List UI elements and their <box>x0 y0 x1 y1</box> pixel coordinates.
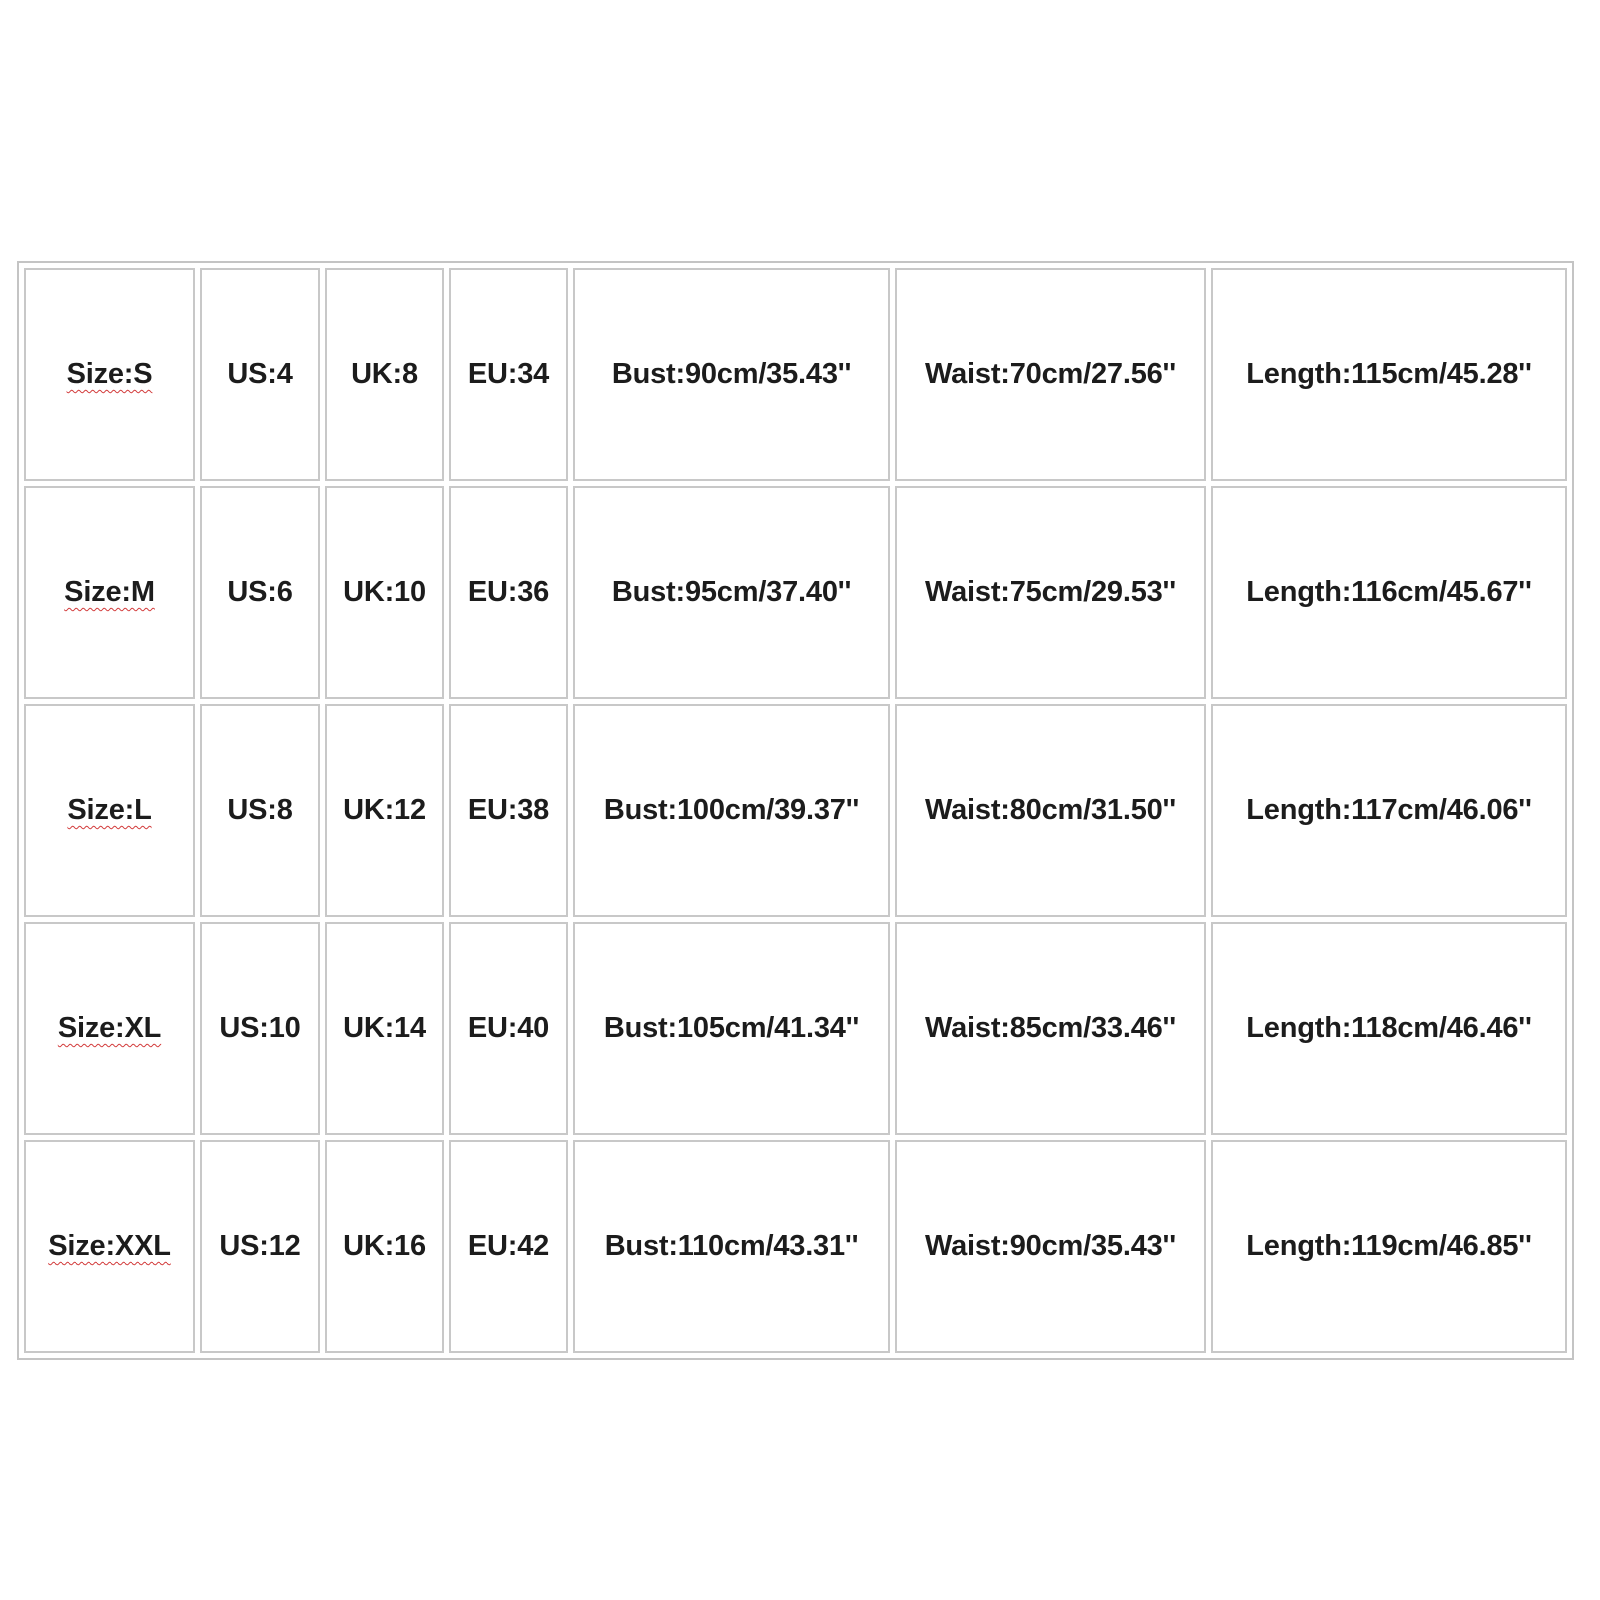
bust-cell: Bust:110cm/43.31'' <box>573 1140 890 1353</box>
uk-size-cell: UK:16 <box>325 1140 444 1353</box>
waist-cell: Waist:85cm/33.46'' <box>895 922 1206 1135</box>
length-cell: Length:115cm/45.28'' <box>1211 268 1567 481</box>
bust-cell: Bust:105cm/41.34'' <box>573 922 890 1135</box>
waist-cell: Waist:80cm/31.50'' <box>895 704 1206 917</box>
us-size-cell: US:10 <box>200 922 320 1135</box>
us-size-cell: US:4 <box>200 268 320 481</box>
length-cell: Length:116cm/45.67'' <box>1211 486 1567 699</box>
eu-size-cell: EU:40 <box>449 922 568 1135</box>
bust-cell: Bust:90cm/35.43'' <box>573 268 890 481</box>
us-size-cell: US:8 <box>200 704 320 917</box>
size-cell <box>24 704 195 917</box>
bust-cell: Bust:100cm/39.37'' <box>573 704 890 917</box>
table-row <box>24 922 1567 1135</box>
table-row <box>24 704 1567 917</box>
eu-size-cell: EU:38 <box>449 704 568 917</box>
uk-size-cell: UK:14 <box>325 922 444 1135</box>
uk-size-cell: UK:10 <box>325 486 444 699</box>
table-row <box>24 268 1567 481</box>
bust-cell: Bust:95cm/37.40'' <box>573 486 890 699</box>
table-row <box>24 1140 1567 1353</box>
table-row <box>24 486 1567 699</box>
size-label: Size:L <box>67 794 152 826</box>
size-cell <box>24 922 195 1135</box>
size-cell <box>24 268 195 481</box>
us-size-cell: US:6 <box>200 486 320 699</box>
size-chart-table <box>17 261 1574 1360</box>
us-size-cell: US:12 <box>200 1140 320 1353</box>
eu-size-cell: EU:36 <box>449 486 568 699</box>
eu-size-cell: EU:42 <box>449 1140 568 1353</box>
size-label: Size:S <box>66 358 153 390</box>
waist-cell: Waist:70cm/27.56'' <box>895 268 1206 481</box>
size-label: Size:M <box>64 576 155 608</box>
length-cell: Length:119cm/46.85'' <box>1211 1140 1567 1353</box>
size-label: Size:XL <box>57 1012 162 1044</box>
size-label: Size:XXL <box>48 1230 171 1262</box>
uk-size-cell: UK:8 <box>325 268 444 481</box>
waist-cell: Waist:90cm/35.43'' <box>895 1140 1206 1353</box>
size-cell <box>24 486 195 699</box>
length-cell: Length:118cm/46.46'' <box>1211 922 1567 1135</box>
uk-size-cell: UK:12 <box>325 704 444 917</box>
eu-size-cell: EU:34 <box>449 268 568 481</box>
length-cell: Length:117cm/46.06'' <box>1211 704 1567 917</box>
size-cell <box>24 1140 195 1353</box>
waist-cell: Waist:75cm/29.53'' <box>895 486 1206 699</box>
